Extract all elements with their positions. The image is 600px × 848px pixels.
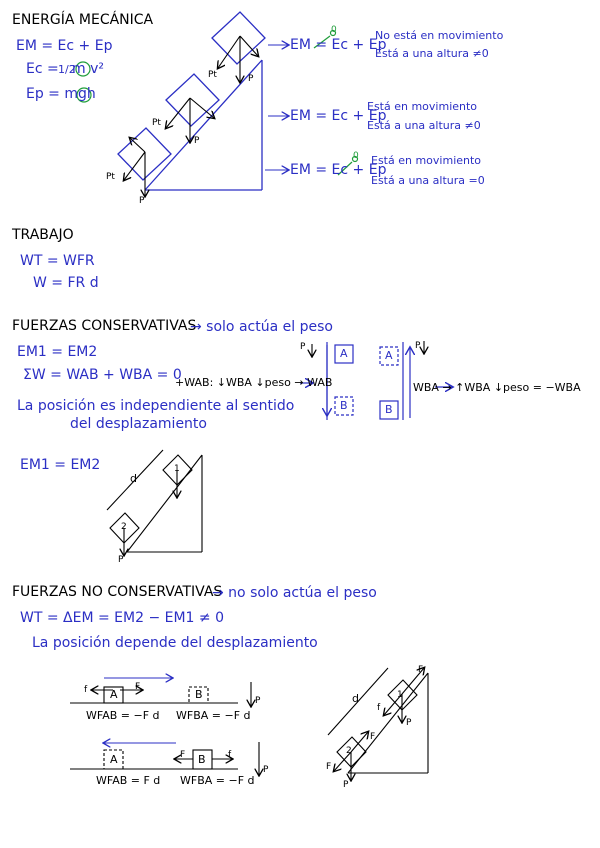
row1-F-label: F [135,682,141,692]
nc-incline-box1: 1 [397,690,403,700]
box-b-right: B [385,403,393,416]
conservativas-right-expr: WBA → ↑WBA ↓peso = −WBA [413,381,581,394]
nc-incline-f-top: f [377,703,381,713]
incline-box2-label: 2 [121,522,127,532]
incline-d-label: d [130,472,137,485]
section-title-no-conservativas: FUERZAS NO CONSERVATIVAS [12,584,223,600]
note2-equation: EM = Ec + Ep [290,108,387,124]
nc-incline-F-top: F [418,665,424,675]
conservativas-eq3: EM1 = EM2 [20,457,101,473]
nc-incline-p-top: P [406,718,412,728]
ec-mass-velocity: m v² [72,61,104,77]
nc-incline-F-bottom: F [370,732,376,742]
row1-box-b: B [195,688,203,701]
ep-equation: Ep = mgh [26,86,96,102]
row1-f-label: f [84,685,88,695]
section-title-conservativas: FUERZAS CONSERVATIVAS [12,318,197,334]
label-p-bottom: P [139,196,145,206]
row1-left-work: WFAB = −F d [86,709,160,722]
row2-left-work: WFAB = F d [96,774,161,787]
nc-incline-p: P [343,780,349,790]
box-a-left: A [340,347,348,360]
label-p-middle: P [194,136,200,146]
label-p-top: P [248,74,254,84]
row2-f-label: f [228,750,232,760]
row1-right-work: WFBA = −F d [176,709,251,722]
nonconservative-horizontal [70,682,259,775]
conservativas-eq1: EM1 = EM2 [17,344,98,360]
label-pt-bottom: Pt [106,172,115,182]
note3-line1: Está en movimiento [371,154,482,167]
nc-incline-box2: 2 [346,746,352,756]
row2-box-a: A [110,753,118,766]
label-zero-2: 0 [353,151,359,161]
label-p-left: P [300,342,306,352]
note1-line1: No está en movimiento [375,29,504,42]
incline-slope [145,60,262,190]
conservativas-mid-expr: +WAB: ↓WBA ↓peso → WAB [175,376,333,389]
conservativas-eq2: ΣW = WAB + WBA = 0 [23,367,182,383]
no-conservativas-eq1: WT = ΔEM = EM2 − EM1 ≠ 0 [20,610,224,626]
label-p-right: P [415,341,421,351]
label-pt-middle: Pt [152,118,161,128]
incline-box1-label: 1 [174,464,180,474]
ec-label: Ec = [26,61,59,77]
note3-equation: EM = Ec + Ep [290,162,387,178]
incline-p-label: P [118,555,124,565]
row1-p-label: P [255,696,261,706]
row2-p-label: P [263,765,269,775]
label-pt-top: Pt [208,70,217,80]
row2-F-label: F [180,750,186,760]
ec-fraction: 1/2 [58,63,76,76]
section-title-energia: ENERGÍA MECÁNICA [12,12,154,28]
row2-box-b: B [198,753,206,766]
trabajo-eq1: WT = WFR [20,253,95,269]
no-conservativas-position-note: La posición depende del desplazamiento [32,635,318,651]
note1-equation: EM = Ec + Ep [290,37,387,53]
nc-incline-f-bottom: F [326,762,332,772]
conservative-incline [107,450,202,555]
note2-line1: Está en movimiento [367,100,478,113]
box-a-right: A [385,349,393,362]
trabajo-eq2: W = FR d [33,275,99,291]
note3-line2: Está a una altura =0 [371,174,485,187]
note1-line2: Está a una altura ≠0 [375,47,489,60]
note2-line2: Está a una altura ≠0 [367,119,481,132]
em-equation: EM = Ec + Ep [16,38,113,54]
box-b-left: B [340,399,348,412]
conservativas-note-line2: del desplazamiento [70,416,207,432]
row1-box-a: A [110,688,118,701]
conservativas-note: → solo actúa el peso [190,319,333,335]
conservativas-note-line1: La posición es independiente al sentido [17,398,295,414]
section-title-trabajo: TRABAJO [12,227,74,243]
nc-incline-d-label: d [352,692,359,705]
no-conservativas-note: → no solo actúa el peso [212,585,377,601]
row2-right-work: WFBA = −F d [180,774,255,787]
nonconservative-incline [328,668,428,780]
label-zero-1: 0 [331,25,337,35]
